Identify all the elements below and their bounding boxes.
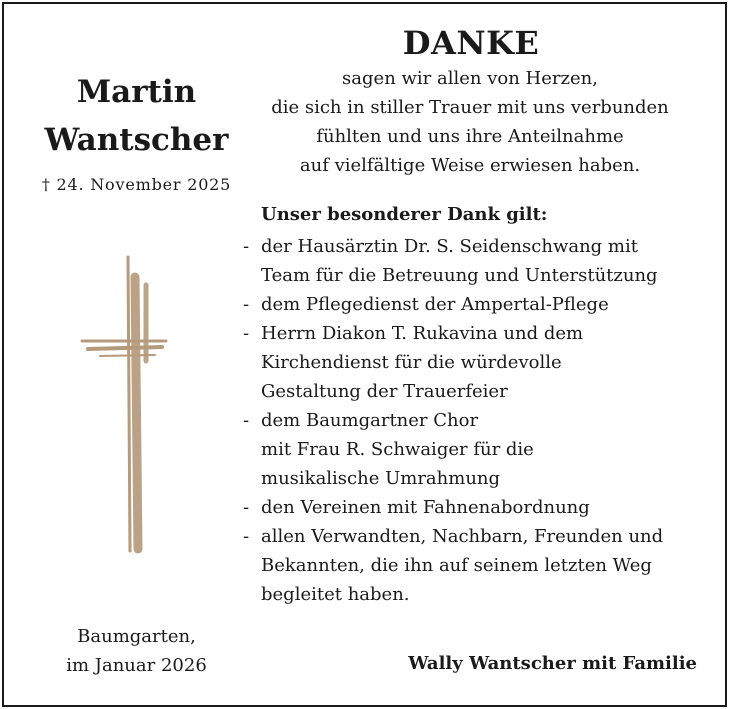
cross-icon bbox=[80, 255, 170, 555]
deceased-first-name: Martin bbox=[76, 74, 197, 110]
list-item-continuation bbox=[243, 580, 410, 609]
thanks-line: sagen wir allen von Herzen, bbox=[342, 68, 598, 89]
place-text: Baumgarten, bbox=[77, 626, 196, 647]
signature: Wally Wantscher mit Familie bbox=[408, 653, 697, 674]
list-item-text: Gestaltung der Trauerfeier bbox=[261, 381, 508, 402]
list-item-continuation bbox=[243, 435, 534, 464]
list-item: - der Hausärztin Dr. S. Seidenschwang mit bbox=[243, 236, 638, 257]
thanks-line: fühlten und uns ihre Anteilnahme bbox=[316, 126, 624, 147]
list-item: - dem Pflegedienst der Ampertal-Pflege bbox=[243, 294, 609, 315]
list-item: - dem Baumgartner Chor bbox=[243, 410, 479, 431]
list-item-continuation bbox=[243, 551, 652, 580]
list-item-continuation bbox=[243, 261, 658, 290]
list-item: - den Vereinen mit Fahnenabordnung bbox=[243, 497, 590, 518]
list-item: - Herrn Diakon T. Rukavina und dem bbox=[243, 323, 584, 344]
list-item-text: der Hausärztin Dr. S. Seidenschwang mit bbox=[261, 236, 638, 257]
deceased-last-name: Wantscher bbox=[44, 122, 229, 158]
list-item-text: mit Frau R. Schwaiger für die bbox=[261, 439, 534, 460]
list-item-text: den Vereinen mit Fahnenabordnung bbox=[261, 497, 590, 518]
list-item-text: Bekannten, die ihn auf seinem letzten Weg bbox=[261, 555, 652, 576]
notice-title: DANKE bbox=[402, 24, 540, 62]
list-item-continuation bbox=[243, 377, 508, 406]
list-item-continuation bbox=[243, 348, 562, 377]
list-item-text: dem Pflegedienst der Ampertal-Pflege bbox=[261, 294, 609, 315]
thanks-line: die sich in stiller Trauer mit uns verbunden bbox=[271, 97, 669, 118]
death-date: † 24. November 2025 bbox=[41, 175, 232, 194]
list-item: - allen Verwandten, Nachbarn, Freunden und bbox=[243, 526, 664, 547]
list-item-text: musikalische Umrahmung bbox=[261, 468, 501, 489]
list-item-text: dem Baumgartner Chor bbox=[261, 410, 479, 431]
date-text: im Januar 2026 bbox=[66, 655, 207, 676]
list-item-continuation bbox=[243, 464, 500, 493]
list-item-text: allen Verwandten, Nachbarn, Freunden und bbox=[261, 526, 664, 547]
special-thanks-heading: Unser besonderer Dank gilt: bbox=[261, 204, 548, 225]
thanks-line: auf vielfältige Weise erwiesen haben. bbox=[299, 155, 641, 176]
list-item-text: begleitet haben. bbox=[261, 584, 410, 605]
list-item-text: Kirchendienst für die würdevolle bbox=[261, 352, 562, 373]
list-item-text: Herrn Diakon T. Rukavina und dem bbox=[261, 323, 584, 344]
list-item-text: Team für die Betreuung und Unterstützung bbox=[261, 265, 658, 286]
